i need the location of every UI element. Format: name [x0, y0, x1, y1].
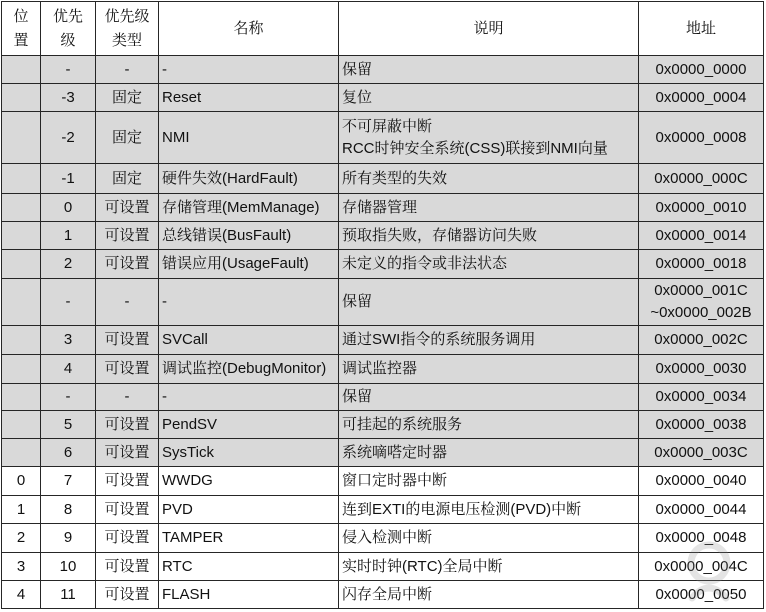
header-address: 地址: [639, 2, 764, 56]
priority-type-cell: 可设置: [96, 553, 159, 581]
priority-type-cell: 固定: [96, 84, 159, 112]
description-cell: 可挂起的系统服务: [339, 411, 639, 439]
header-name: 名称: [159, 2, 339, 56]
address-cell: 0x0000_000C: [639, 164, 764, 194]
name-cell: -: [159, 279, 339, 326]
address-cell: 0x0000_0034: [639, 384, 764, 411]
table-row: [2, 56, 764, 84]
address-cell: 0x0000_0018: [639, 250, 764, 279]
table-row: [2, 355, 764, 384]
priority-type-cell: 可设置: [96, 355, 159, 384]
table-row: [2, 84, 764, 112]
priority-type-cell: 可设置: [96, 326, 159, 355]
name-cell: TAMPER: [159, 524, 339, 553]
header-priority-type: 优先级 类型: [96, 2, 159, 56]
priority-type-cell: 可设置: [96, 524, 159, 553]
priority-type-cell: -: [96, 279, 159, 326]
position-cell: 3: [2, 553, 41, 581]
priority-cell: -2: [41, 112, 96, 164]
priority-cell: 9: [41, 524, 96, 553]
priority-cell: 8: [41, 496, 96, 524]
address-cell: 0x0000_001C ~0x0000_002B: [639, 279, 764, 326]
description-cell: 系统嘀嗒定时器: [339, 439, 639, 467]
table-row: [2, 439, 764, 467]
name-cell: SVCall: [159, 326, 339, 355]
priority-type-cell: 固定: [96, 164, 159, 194]
position-cell: 1: [2, 496, 41, 524]
table-row: [2, 222, 764, 250]
address-cell: 0x0000_0030: [639, 355, 764, 384]
priority-type-cell: 可设置: [96, 194, 159, 222]
description-cell: 侵入检测中断: [339, 524, 639, 553]
priority-cell: 1: [41, 222, 96, 250]
priority-cell: 2: [41, 250, 96, 279]
name-cell: 存储管理(MemManage): [159, 194, 339, 222]
priority-cell: 4: [41, 355, 96, 384]
description-cell: 实时时钟(RTC)全局中断: [339, 553, 639, 581]
description-cell: 保留: [339, 56, 639, 84]
position-cell: [2, 279, 41, 326]
header-position: 位 置: [2, 2, 41, 56]
address-cell: 0x0000_0014: [639, 222, 764, 250]
address-cell: 0x0000_0040: [639, 467, 764, 496]
position-cell: 0: [2, 467, 41, 496]
table-row: [2, 194, 764, 222]
address-cell: 0x0000_003C: [639, 439, 764, 467]
priority-cell: -1: [41, 164, 96, 194]
description-cell: 预取指失败，存储器访问失败: [339, 222, 639, 250]
table-header: [2, 2, 764, 56]
table-row: [2, 164, 764, 194]
header-row: [2, 2, 764, 56]
priority-cell: 5: [41, 411, 96, 439]
table-row: [2, 112, 764, 164]
priority-type-cell: 可设置: [96, 467, 159, 496]
description-cell: 窗口定时器中断: [339, 467, 639, 496]
table-row: [2, 279, 764, 326]
address-cell: 0x0000_0000: [639, 56, 764, 84]
name-cell: 错误应用(UsageFault): [159, 250, 339, 279]
position-cell: [2, 250, 41, 279]
priority-cell: -: [41, 279, 96, 326]
table-row: [2, 384, 764, 411]
position-cell: 2: [2, 524, 41, 553]
header-description: 说明: [339, 2, 639, 56]
priority-type-cell: 可设置: [96, 250, 159, 279]
position-cell: [2, 355, 41, 384]
position-cell: [2, 112, 41, 164]
priority-cell: 6: [41, 439, 96, 467]
name-cell: FLASH: [159, 581, 339, 609]
name-cell: PVD: [159, 496, 339, 524]
name-cell: 调试监控(DebugMonitor): [159, 355, 339, 384]
position-cell: [2, 439, 41, 467]
table-row: [2, 250, 764, 279]
priority-type-cell: 可设置: [96, 222, 159, 250]
priority-type-cell: 可设置: [96, 581, 159, 609]
priority-cell: -: [41, 384, 96, 411]
address-cell: 0x0000_0004: [639, 84, 764, 112]
priority-cell: -: [41, 56, 96, 84]
position-cell: [2, 222, 41, 250]
table-row: [2, 496, 764, 524]
position-cell: [2, 56, 41, 84]
name-cell: WWDG: [159, 467, 339, 496]
priority-cell: 3: [41, 326, 96, 355]
priority-type-cell: 可设置: [96, 496, 159, 524]
address-cell: 0x0000_0048: [639, 524, 764, 553]
priority-cell: 7: [41, 467, 96, 496]
name-cell: -: [159, 384, 339, 411]
address-cell: 0x0000_0044: [639, 496, 764, 524]
name-cell: 硬件失效(HardFault): [159, 164, 339, 194]
priority-type-cell: -: [96, 56, 159, 84]
table-row: [2, 326, 764, 355]
position-cell: 4: [2, 581, 41, 609]
name-cell: Reset: [159, 84, 339, 112]
table-row: [2, 411, 764, 439]
priority-cell: 10: [41, 553, 96, 581]
name-cell: PendSV: [159, 411, 339, 439]
address-cell: 0x0000_0050: [639, 581, 764, 609]
name-cell: SysTick: [159, 439, 339, 467]
name-cell: 总线错误(BusFault): [159, 222, 339, 250]
description-cell: 所有类型的失效: [339, 164, 639, 194]
description-cell: 不可屏蔽中断 RCC时钟安全系统(CSS)联接到NMI向量: [339, 112, 639, 164]
description-cell: 闪存全局中断: [339, 581, 639, 609]
priority-type-cell: 可设置: [96, 439, 159, 467]
priority-cell: 0: [41, 194, 96, 222]
position-cell: [2, 194, 41, 222]
position-cell: [2, 326, 41, 355]
name-cell: NMI: [159, 112, 339, 164]
description-cell: 通过SWI指令的系统服务调用: [339, 326, 639, 355]
position-cell: [2, 384, 41, 411]
description-cell: 复位: [339, 84, 639, 112]
position-cell: [2, 84, 41, 112]
table-row: [2, 581, 764, 609]
description-cell: 连到EXTI的电源电压检测(PVD)中断: [339, 496, 639, 524]
table-row: [2, 553, 764, 581]
priority-type-cell: 可设置: [96, 411, 159, 439]
description-cell: 存储器管理: [339, 194, 639, 222]
address-cell: 0x0000_004C: [639, 553, 764, 581]
description-cell: 保留: [339, 384, 639, 411]
name-cell: -: [159, 56, 339, 84]
address-cell: 0x0000_0008: [639, 112, 764, 164]
position-cell: [2, 164, 41, 194]
vector-table-body: [2, 56, 764, 609]
header-priority: 优先 级: [41, 2, 96, 56]
position-cell: [2, 411, 41, 439]
name-cell: RTC: [159, 553, 339, 581]
description-cell: 保留: [339, 279, 639, 326]
address-cell: 0x0000_0010: [639, 194, 764, 222]
table-row: [2, 524, 764, 553]
priority-cell: -3: [41, 84, 96, 112]
description-cell: 未定义的指令或非法状态: [339, 250, 639, 279]
vector-table: [1, 1, 764, 609]
priority-type-cell: -: [96, 384, 159, 411]
priority-cell: 11: [41, 581, 96, 609]
table-row: [2, 467, 764, 496]
address-cell: 0x0000_002C: [639, 326, 764, 355]
address-cell: 0x0000_0038: [639, 411, 764, 439]
description-cell: 调试监控器: [339, 355, 639, 384]
priority-type-cell: 固定: [96, 112, 159, 164]
